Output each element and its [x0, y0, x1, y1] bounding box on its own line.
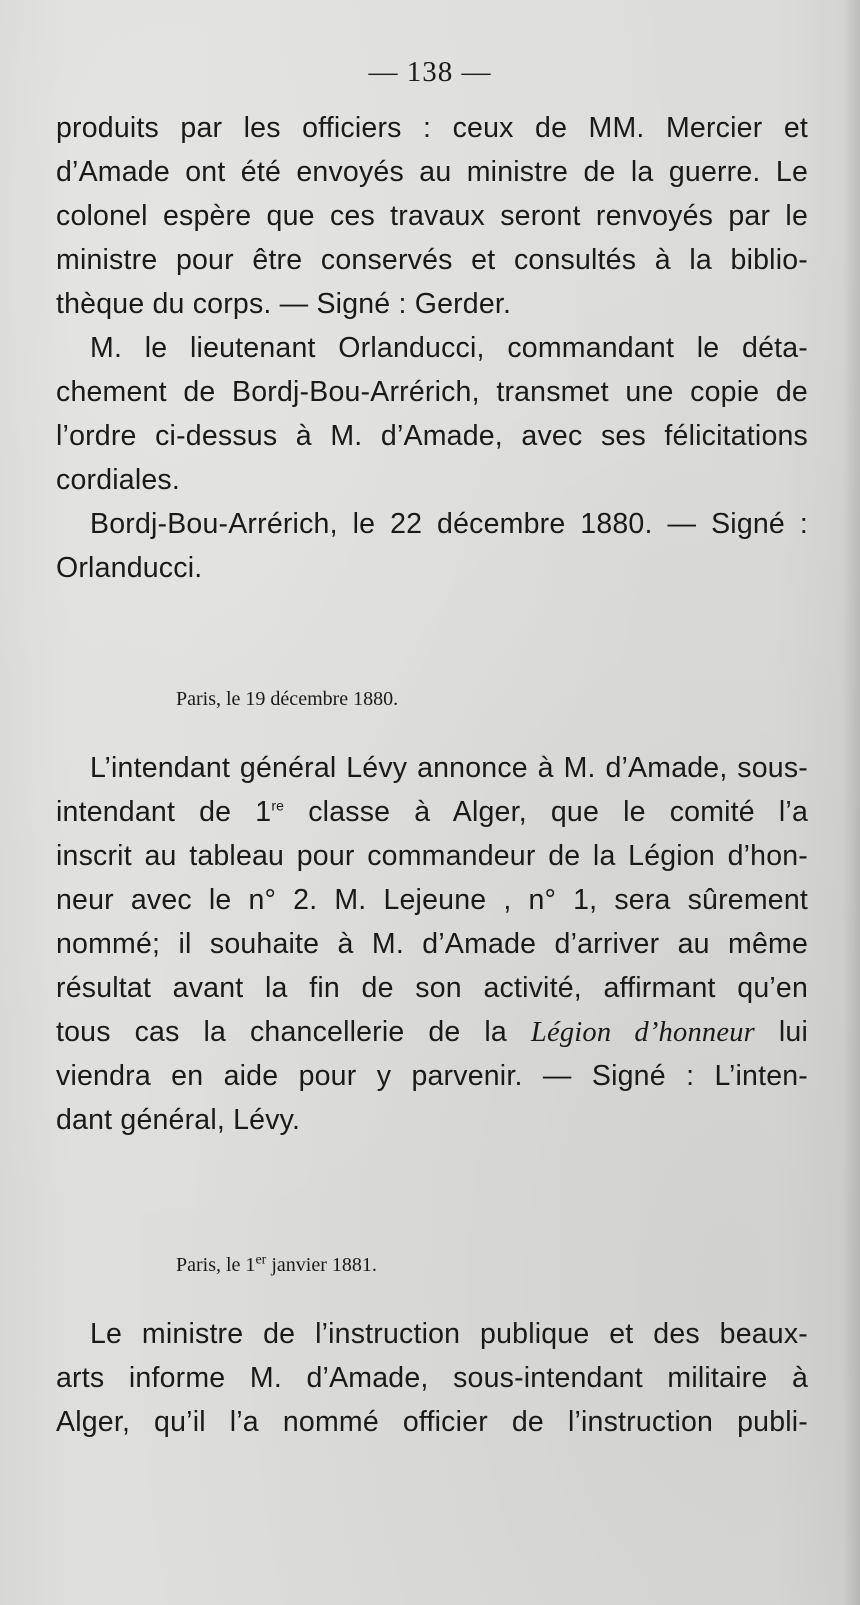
- text-line: inscrit au tableau pour commandeur de la Légion d’hon-: [56, 840, 808, 872]
- dateline-19-decembre: Paris, le 19 décembre 1880.: [176, 688, 399, 710]
- text-line: d’Amade ont été envoyés au ministre de la guerre. Le: [56, 156, 808, 188]
- text-line: résultat avant la fin de son activité, affirmant qu’en: [56, 972, 808, 1004]
- text-line: Le ministre de l’instruction publique et des beaux-: [90, 1318, 808, 1350]
- text-line: chement de Bordj-Bou-Arrérich, transmet une copie de: [56, 376, 808, 408]
- page-number: — 138 —: [368, 56, 492, 88]
- text-line: tous cas la chancellerie de la Légion d’honneur lui: [56, 1016, 808, 1048]
- text-line: neur avec le n° 2. M. Lejeune , n° 1, sera sûrement: [56, 884, 808, 916]
- text-line: arts informe M. d’Amade, sous-intendant militaire à: [56, 1362, 808, 1394]
- text-line: dant général, Lévy.: [56, 1104, 301, 1136]
- text-line: Orlanducci.: [56, 552, 203, 584]
- text-line: M. le lieutenant Orlanducci, commandant le déta-: [90, 332, 808, 364]
- text-line: thèque du corps. — Signé : Gerder.: [56, 288, 512, 320]
- dateline-1er-janvier: Paris, le 1er janvier 1881.: [176, 1252, 377, 1276]
- text-line: L’intendant général Lévy annonce à M. d’Amade, sous-: [90, 752, 808, 784]
- text-line: ministre pour être conservés et consultés à la biblio-: [56, 244, 808, 276]
- text-line: Bordj-Bou-Arrérich, le 22 décembre 1880. — Signé :: [90, 508, 808, 540]
- text-line: viendra en aide pour y parvenir. — Signé : L’inten-: [56, 1060, 808, 1092]
- text-line: Alger, qu’il l’a nommé officier de l’instruction publi-: [56, 1406, 808, 1438]
- text-line: colonel espère que ces travaux seront renvoyés par le: [56, 200, 808, 232]
- text-line: l’ordre ci-dessus à M. d’Amade, avec ses félicitations: [56, 420, 808, 452]
- text-line: produits par les officiers : ceux de MM. Mercier et: [56, 112, 808, 144]
- text-line: cordiales.: [56, 464, 180, 496]
- text-line: nommé; il souhaite à M. d’Amade d’arriver au même: [56, 928, 808, 960]
- text-line: intendant de 1re classe à Alger, que le comité l’a: [56, 796, 808, 828]
